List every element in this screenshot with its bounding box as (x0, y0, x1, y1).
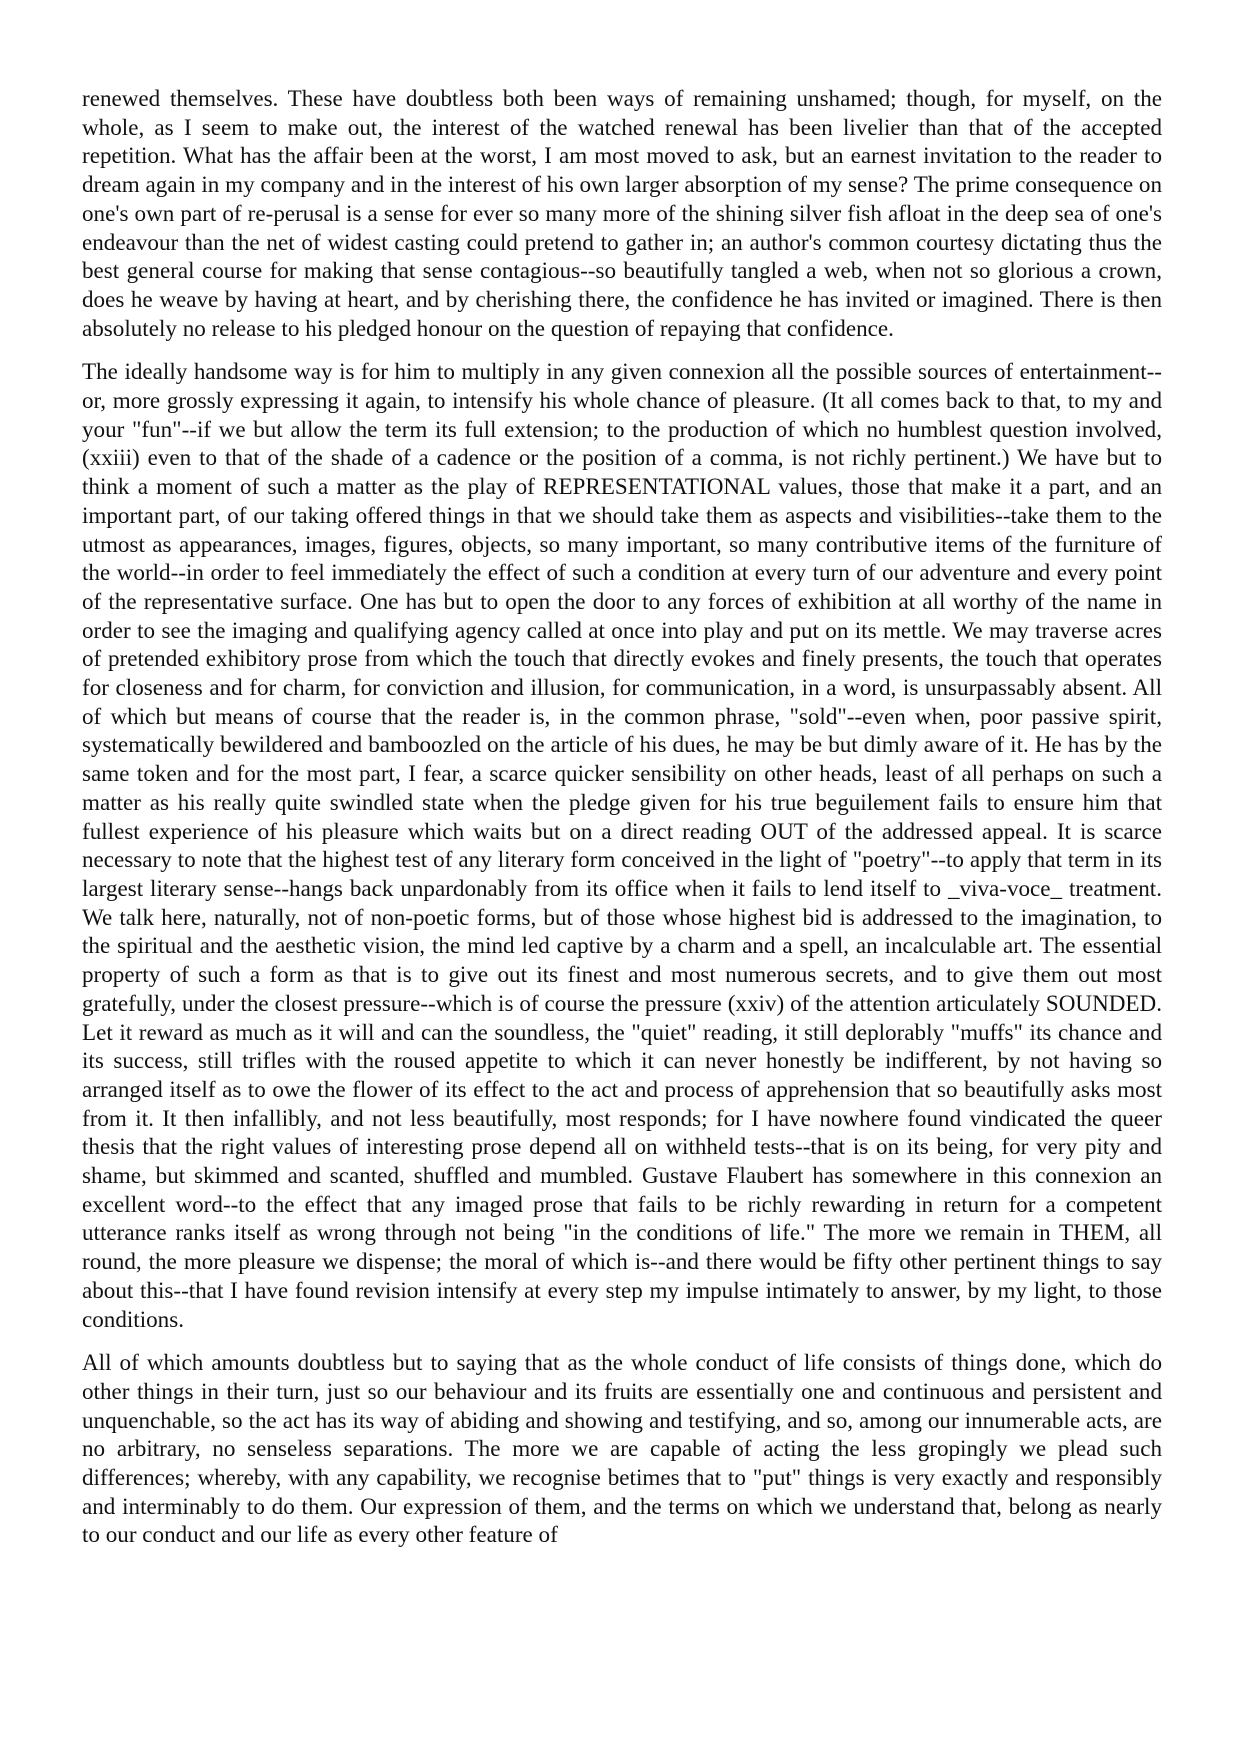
paragraph-3: All of which amounts doubtless but to saying that as the whole conduct of life consists of things done, which do other things in their turn, just so our behaviour and its fruits are essentially one and continuous and persistent and unquenchable, so the act has its way of abiding and showing and testifying, and so, among our innumerable acts, are no arbitrary, no senseless separations. The more we are capable of acting the less gropingly we plead such differences; whereby, with any capability, we recognise betimes that to "put" things is very exactly and responsibly and interminably to do them. Our expression of them, and the terms on which we understand that, belong as nearly to our conduct and our life as every other feature of (82, 1349, 1162, 1548)
document-page (82, 84, 1162, 1564)
paragraph-2: The ideally handsome way is for him to multiply in any given connexion all the possible sources of entertainment--or, more grossly expressing it again, to intensify his whole chance of pleasure. (It all comes back to that, to my and your "fun"--if we but allow the term its full extension; to the production of which no humblest question involved, (xxiii) even to that of the shade of a cadence or the position of a comma, is not richly pertinent.) We have but to think a moment of such a matter as the play of REPRESENTATIONAL values, those that make it a part, and an important part, of our taking offered things in that we should take them as aspects and visibilities--take them to the utmost as appearances, images, figures, objects, so many important, so many contributive items of the furniture of the world--in order to feel immediately the effect of such a condition at every turn of our adventure and every point of the representative surface. One has but to open the door to any forces of exhibition at all worthy of the name in order to see the imaging and qualifying agency called at once into play and put on its mettle. We may traverse acres of pretended exhibitory prose from which the touch that directly evokes and finely presents, the touch that operates for closeness and for charm, for conviction and illusion, for communication, in a word, is unsurpassably absent. All of which but means of course that the reader is, in the common phrase, "sold"--even when, poor passive spirit, systematically bewildered and bamboozled on the article of his dues, he may be but dimly aware of it. He has by the same token and for the most part, I fear, a scarce quicker sensibility on other heads, least of all perhaps on such a matter as his really quite swindled state when the pledge given for his true beguilement fails to ensure him that fullest experience of his pleasure which waits but on a direct reading OUT of the addressed appeal. It is scarce necessary to note that the highest test of any literary form conceived in the light of "poetry"--to apply that term in its largest literary sense--hangs back unpardonably from its office when it fails to lend itself to _viva-voce_ treatment. We talk here, naturally, not of non-poetic forms, but of those whose highest bid is addressed to the imagination, to the spiritual and the aesthetic vision, the mind led captive by a charm and a spell, an incalculable art. The essential property of such a form as that is to give out its finest and most numerous secrets, and to give them out most gratefully, under the closest pressure--which is of course the pressure (xxiv) of the attention articulately SOUNDED. Let it reward as much as it will and can the soundless, the "quiet" reading, it still deplorably "muffs" its chance and its success, still trifles with the roused appetite to which it can never honestly be indifferent, by not having so arranged itself as to owe the flower of its effect to the act and process of apprehension that so beautifully asks most from it. It then infallibly, and not less beautifully, most responds; for I have nowhere found vindicated the queer thesis that the right values of interesting prose depend all on withheld tests--that is on its being, for very pity and shame, but skimmed and scanted, shuffled and mumbled. Gustave Flaubert has somewhere in this connexion an excellent word--to the effect that any imaged prose that fails to be richly rewarding in return for a competent utterance ranks itself as wrong through not being "in the conditions of life." The more we remain in THEM, all round, the more pleasure we dispense; the moral of which is--and there would be fifty other pertinent things to say about this--that I have found revision intensify at every step my impulse intimately to answer, by my light, to those conditions. (82, 358, 1162, 1332)
paragraph-1: renewed themselves. These have doubtless both been ways of remaining unshamed; though, for myself, on the whole, as I seem to make out, the interest of the watched renewal has been livelier than that of the accepted repetition. What has the affair been at the worst, I am most moved to ask, but an earnest invitation to the reader to dream again in my company and in the interest of his own larger absorption of my sense? The prime consequence on one's own part of re-perusal is a sense for ever so many more of the shining silver fish afloat in the deep sea of one's endeavour than the net of widest casting could pretend to gather in; an author's common courtesy dictating thus the best general course for making that sense contagious--so beautifully tangled a web, when not so glorious a crown, does he weave by having at heart, and by cherishing there, the confidence he has invited or imagined. There is then absolutely no release to his pledged honour on the question of repaying that confidence. (82, 85, 1162, 341)
